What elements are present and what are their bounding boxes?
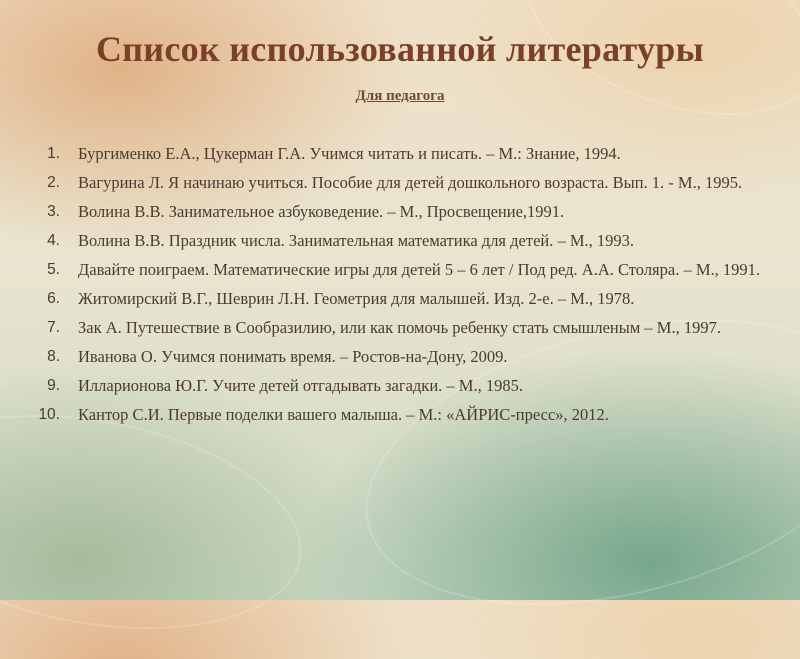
background-swirl — [501, 0, 800, 151]
reference-item — [30, 258, 770, 281]
reference-number: 6. — [47, 290, 60, 307]
reference-text: Илларионова Ю.Г. Учите детей отгадывать загадки. – М., 1985. — [78, 376, 523, 395]
reference-number: 9. — [47, 377, 60, 394]
reference-item — [30, 287, 770, 310]
reference-text: Кантор С.И. Первые поделки вашего малыша. – М.: «АЙРИС-пресс», 2012. — [78, 405, 609, 424]
reference-number: 7. — [47, 319, 60, 336]
reference-text: Житомирский В.Г., Шеврин Л.Н. Геометрия для малышей. Изд. 2-е. – М., 1978. — [78, 289, 635, 308]
reference-item — [30, 316, 770, 339]
reference-text: Зак А. Путешествие в Сообразилию, или как помочь ребенку стать смышленым – М., 1997. — [78, 318, 721, 337]
reference-text: Бургименко Е.А., Цукерман Г.А. Учимся читать и писать. – М.: Знание, 1994. — [78, 144, 621, 163]
slide-title: Список использованной литературы — [95, 29, 705, 69]
reference-text: Волина В.В. Занимательное азбуковедение. – М., Просвещение,1991. — [78, 202, 565, 221]
slide-subtitle: Для педагога — [355, 88, 445, 104]
reference-number: 8. — [47, 348, 60, 365]
reference-number: 2. — [47, 174, 60, 191]
reference-list — [30, 142, 770, 432]
reference-item — [30, 374, 770, 397]
reference-text: Вагурина Л. Я начинаю учиться. Пособие для детей дошкольного возраста. Вып. 1. - М., 1995. — [78, 173, 743, 192]
reference-number: 5. — [47, 261, 60, 278]
reference-item — [30, 171, 770, 194]
reference-text: Иванова О. Учимся понимать время. – Ростов-на-Дону, 2009. — [78, 347, 508, 366]
reference-item — [30, 403, 770, 426]
reference-text: Давайте поиграем. Математические игры для детей 5 – 6 лет / Под ред. А.А. Столяра. – М., 1991. — [78, 260, 761, 279]
reference-item — [30, 142, 770, 165]
reference-item — [30, 345, 770, 368]
reference-number: 1. — [47, 145, 60, 162]
reference-text: Волина В.В. Праздник числа. Занимательная математика для детей. – М., 1993. — [78, 231, 635, 250]
reference-item — [30, 229, 770, 252]
reference-number: 3. — [47, 203, 60, 220]
reference-number: 4. — [47, 232, 60, 249]
reference-item — [30, 200, 770, 223]
reference-number: 10. — [38, 406, 60, 423]
